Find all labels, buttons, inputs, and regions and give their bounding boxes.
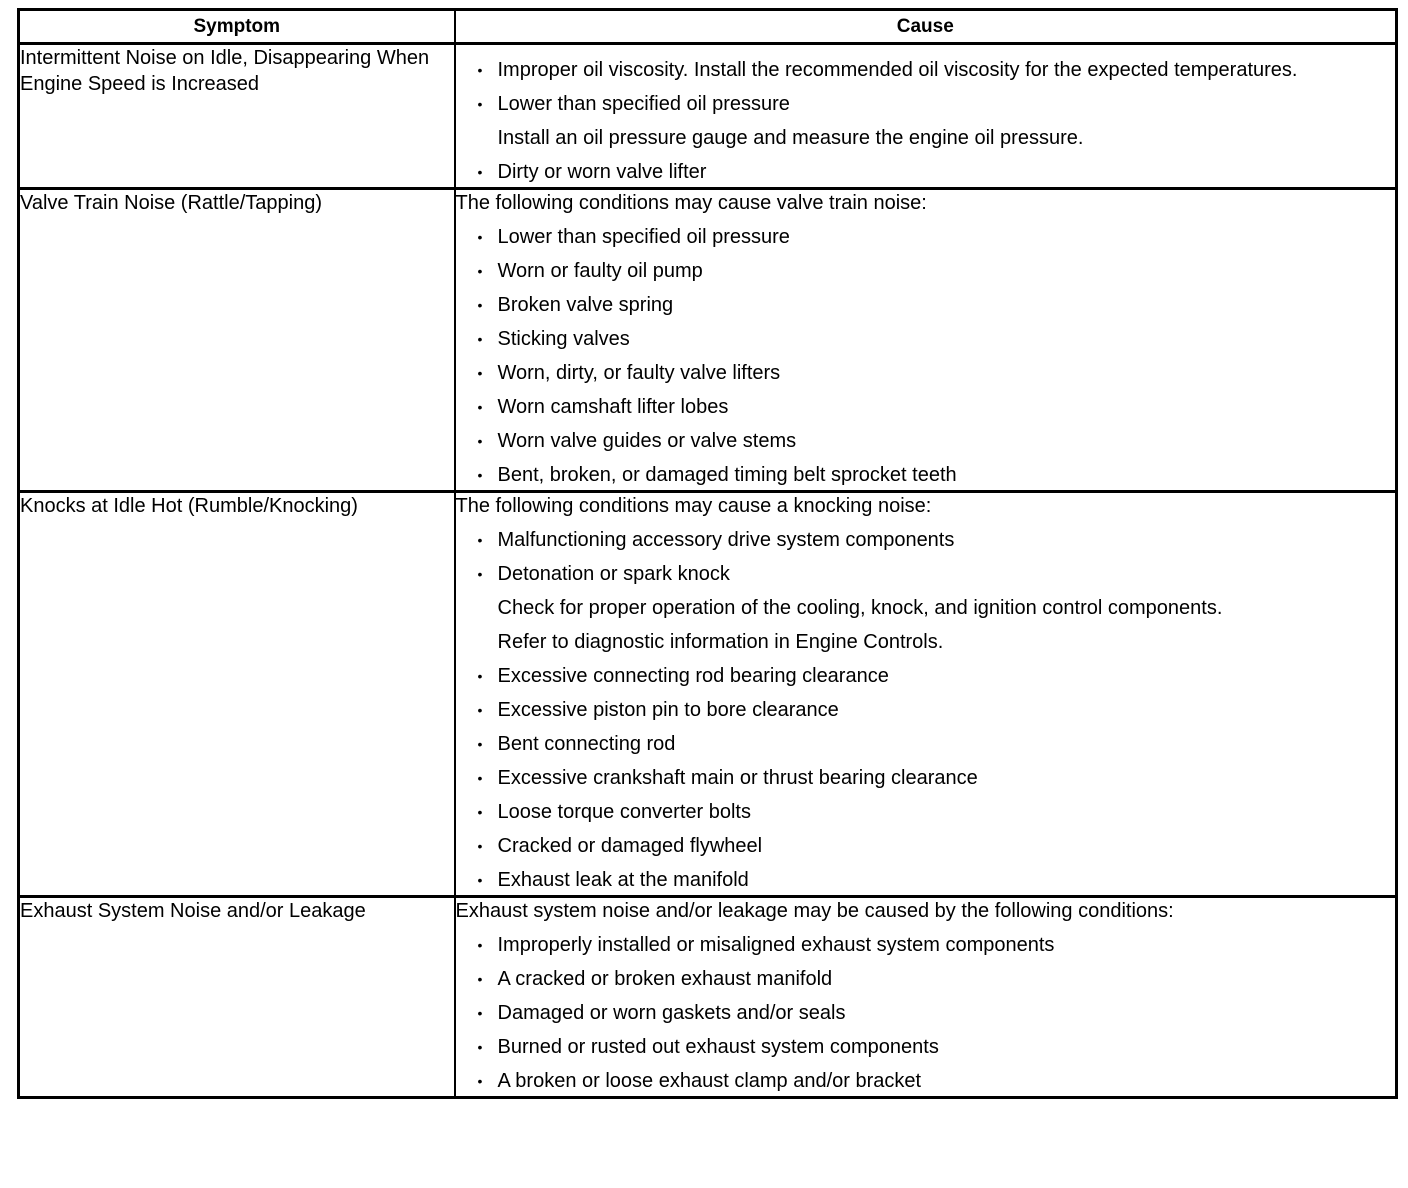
cause-text: Excessive crankshaft main or thrust bearing clearance [497,767,978,789]
bullet-icon: • [477,770,483,786]
cause-text: Malfunctioning accessory drive system components [497,529,955,551]
bullet-icon: • [477,365,483,381]
cause-list [456,527,1396,893]
cause-text: Lower than specified oil pressure [497,226,790,248]
cause-intro: The following conditions may cause a knocking noise: [455,495,932,517]
list-item [476,867,1396,893]
cause-text: Improperly installed or misaligned exhaust system components [497,934,1055,956]
bullet-icon: • [477,937,483,953]
list-item [476,932,1396,958]
cause-text: Bent, broken, or damaged timing belt sprocket teeth [497,464,957,486]
cause-text: Burned or rusted out exhaust system components [497,1036,939,1058]
list-item [476,428,1396,454]
bullet-icon: • [477,467,483,483]
bullet-icon: • [477,62,483,78]
cause-text: Dirty or worn valve lifter [497,161,707,183]
cause-note [476,125,1396,151]
bullet-icon: • [477,164,483,180]
document-page [17,8,1395,1099]
cause-intro: Exhaust system noise and/or leakage may be caused by the following conditions: [455,900,1174,922]
list-item [476,527,1396,553]
cause-text: Broken valve spring [497,294,674,316]
bullet-icon: • [477,838,483,854]
bullet-icon: • [477,702,483,718]
bullet-icon: • [477,331,483,347]
list-item [476,799,1396,825]
list-item [476,57,1396,83]
bullet-icon: • [477,1073,483,1089]
cause-text: Worn or faulty oil pump [497,260,703,282]
cause-text: Install an oil pressure gauge and measure the engine oil pressure. [497,127,1084,149]
cause-text: Refer to diagnostic information in Engine Controls. [497,631,944,653]
cause-text: Worn camshaft lifter lobes [497,396,729,418]
table-body [19,44,1397,1098]
list-item [476,462,1396,488]
cause-text: Detonation or spark knock [497,563,730,585]
list-item [476,91,1396,117]
cause-note [476,595,1396,621]
cause-text: Excessive connecting rod bearing clearance [497,665,889,687]
cause-text: Bent connecting rod [497,733,676,755]
cause-text: A cracked or broken exhaust manifold [497,968,833,990]
cause-text: Lower than specified oil pressure [497,93,790,115]
list-item [476,326,1396,352]
table-row [19,897,1397,1098]
list-item [476,159,1396,185]
cause-text: Worn, dirty, or faulty valve lifters [497,362,781,384]
list-item [476,258,1396,284]
table-row [19,44,1397,189]
bullet-icon: • [477,736,483,752]
cause-list [456,932,1396,1094]
list-item [476,697,1396,723]
bullet-icon: • [477,668,483,684]
symptom-cell: Exhaust System Noise and/or Leakage [19,897,455,1098]
bullet-icon: • [477,971,483,987]
cause-cell [455,189,1397,492]
list-item [476,224,1396,250]
bullet-icon: • [477,566,483,582]
cause-text: Worn valve guides or valve stems [497,430,797,452]
bullet-icon: • [477,297,483,313]
list-item [476,966,1396,992]
table-row [19,492,1397,897]
cause-text: Cracked or damaged flywheel [497,835,763,857]
cause-intro: The following conditions may cause valve train noise: [455,192,927,214]
cause-text: Loose torque converter bolts [497,801,751,823]
cause-text: Check for proper operation of the cooling, knock, and ignition control components. [497,597,1223,619]
list-item [476,765,1396,791]
symptom-cell: Knocks at Idle Hot (Rumble/Knocking) [19,492,455,897]
cause-list [456,224,1396,488]
list-item [476,292,1396,318]
bullet-icon: • [477,96,483,112]
header-symptom: Symptom [19,10,455,44]
table-row [19,189,1397,492]
bullet-icon: • [477,1039,483,1055]
cause-list [456,45,1396,185]
list-item [476,1034,1396,1060]
bullet-icon: • [477,872,483,888]
bullet-icon: • [477,804,483,820]
list-item [476,731,1396,757]
cause-note [476,629,1396,655]
list-item [476,833,1396,859]
cause-text: Exhaust leak at the manifold [497,869,749,891]
bullet-icon: • [477,263,483,279]
bullet-icon: • [477,1005,483,1021]
list-item [476,360,1396,386]
bullet-icon: • [477,433,483,449]
cause-text: Damaged or worn gaskets and/or seals [497,1002,846,1024]
list-item [476,394,1396,420]
list-item [476,663,1396,689]
diagnosis-table [17,8,1398,1099]
header-cause: Cause [455,10,1397,44]
cause-text: Improper oil viscosity. Install the recommended oil viscosity for the expected temperatures. [497,59,1298,81]
symptom-cell: Valve Train Noise (Rattle/Tapping) [19,189,455,492]
list-item [476,1000,1396,1026]
cause-text: A broken or loose exhaust clamp and/or bracket [497,1070,922,1092]
cause-cell [455,492,1397,897]
header-row [19,10,1397,44]
cause-cell [455,44,1397,189]
bullet-icon: • [477,532,483,548]
symptom-cell: Intermittent Noise on Idle, Disappearing When Engine Speed is Increased [19,44,455,189]
list-item [476,1068,1396,1094]
list-item [476,561,1396,587]
cause-text: Excessive piston pin to bore clearance [497,699,839,721]
bullet-icon: • [477,399,483,415]
bullet-icon: • [477,229,483,245]
cause-text: Sticking valves [497,328,630,350]
cause-cell [455,897,1397,1098]
